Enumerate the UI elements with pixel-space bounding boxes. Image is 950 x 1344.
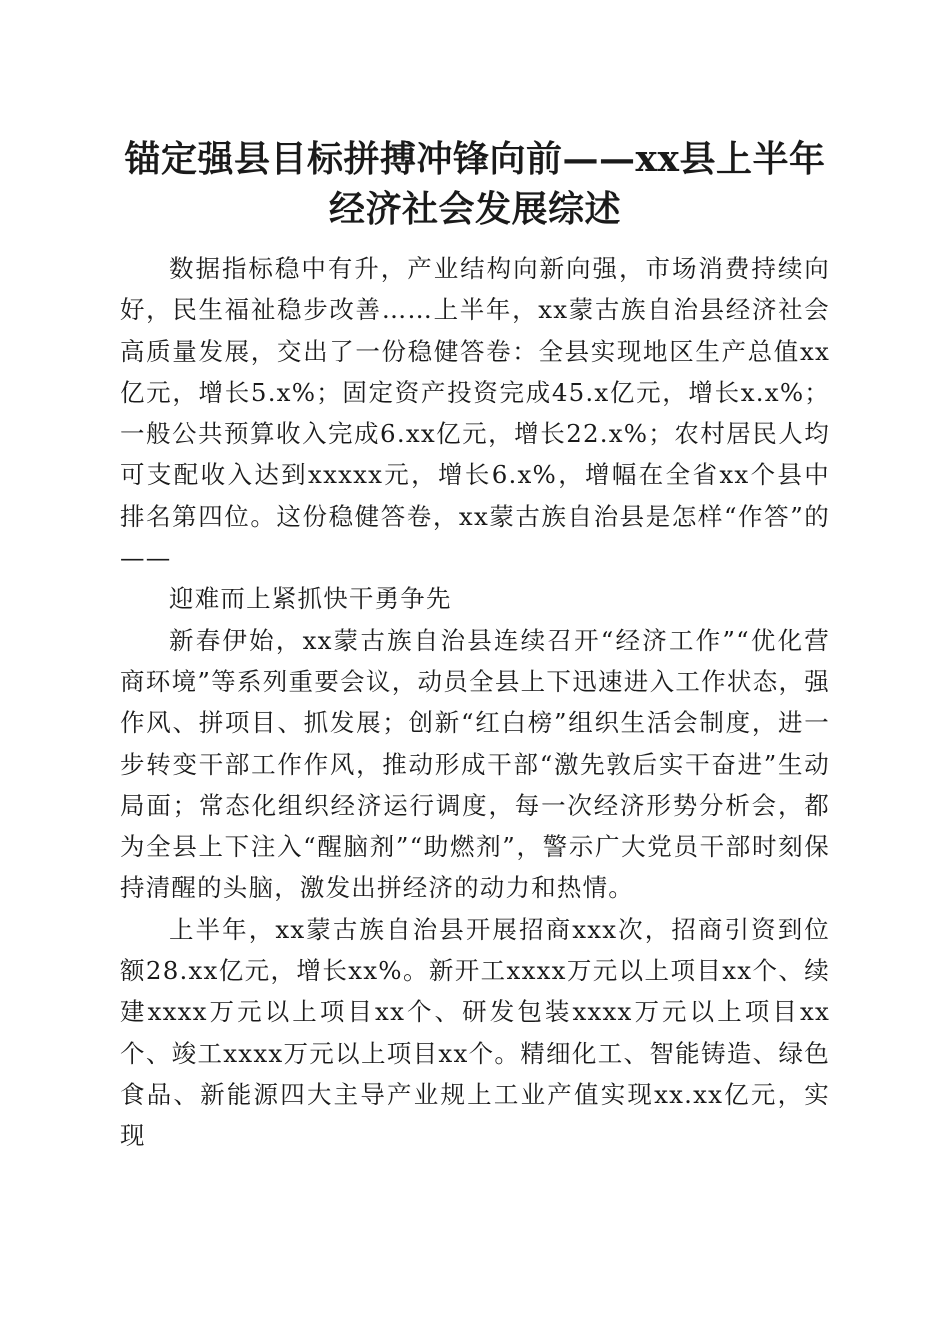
title-line-2: 经济社会发展综述 [328,188,621,230]
paragraph-work-style: 新春伊始，xx蒙古族自治县连续召开“经济工作”“优化营商环境”等系列重要会议，动员全县上下迅速进入工作状态，强作风、拼项目、抓发展；创新“红白榜”组织生活会制度，进一步转变干部工作作风，推动形成干部“激先敦后实干奋进”生动局面；常态化组织经济运行调度，每一次经济形势分析会，都为全县上下注入“醒脑剂”“助燃剂”，警示广大党员干部时刻保持清醒的头脑，激发出拼经济的动力和热情。 [120,625,830,903]
section-heading: 迎难而上紧抓快干勇争先 [169,584,452,614]
paragraph-intro: 数据指标稳中有升，产业结构向新向强，市场消费持续向好，民生福祉稳步改善……上半年，xx蒙古族自治县经济社会高质量发展，交出了一份稳健答卷：全县实现地区生产总值xx亿元，增长5.x%；固定资产投资完成45.x亿元，增长x.x%；一般公共预算收入完成6.xx亿元，增长22.x%；农村居民人均可支配收入达到xxxxx元，增长6.x%，增幅在全省xx个县中排名第四位。这份稳健答卷，xx蒙古族自治县是怎样“作答”的—— [120,254,830,573]
title-line-1: 锚定强县目标拼搏冲锋向前——xx县上半年 [124,138,826,180]
document-body [120,248,830,1157]
paragraph-investment: 上半年，xx蒙古族自治县开展招商xxx次，招商引资到位额28.xx亿元，增长xx%。新开工xxxx万元以上项目xx个、续建xxxx万元以上项目xx个、研发包装xxxx万元以上项目xx个、竣工xxxx万元以上项目xx个。精细化工、智能铸造、绿色食品、新能源四大主导产业规上工业产值实现xx.xx亿元，实现 [120,914,830,1151]
document-title [100,134,850,234]
